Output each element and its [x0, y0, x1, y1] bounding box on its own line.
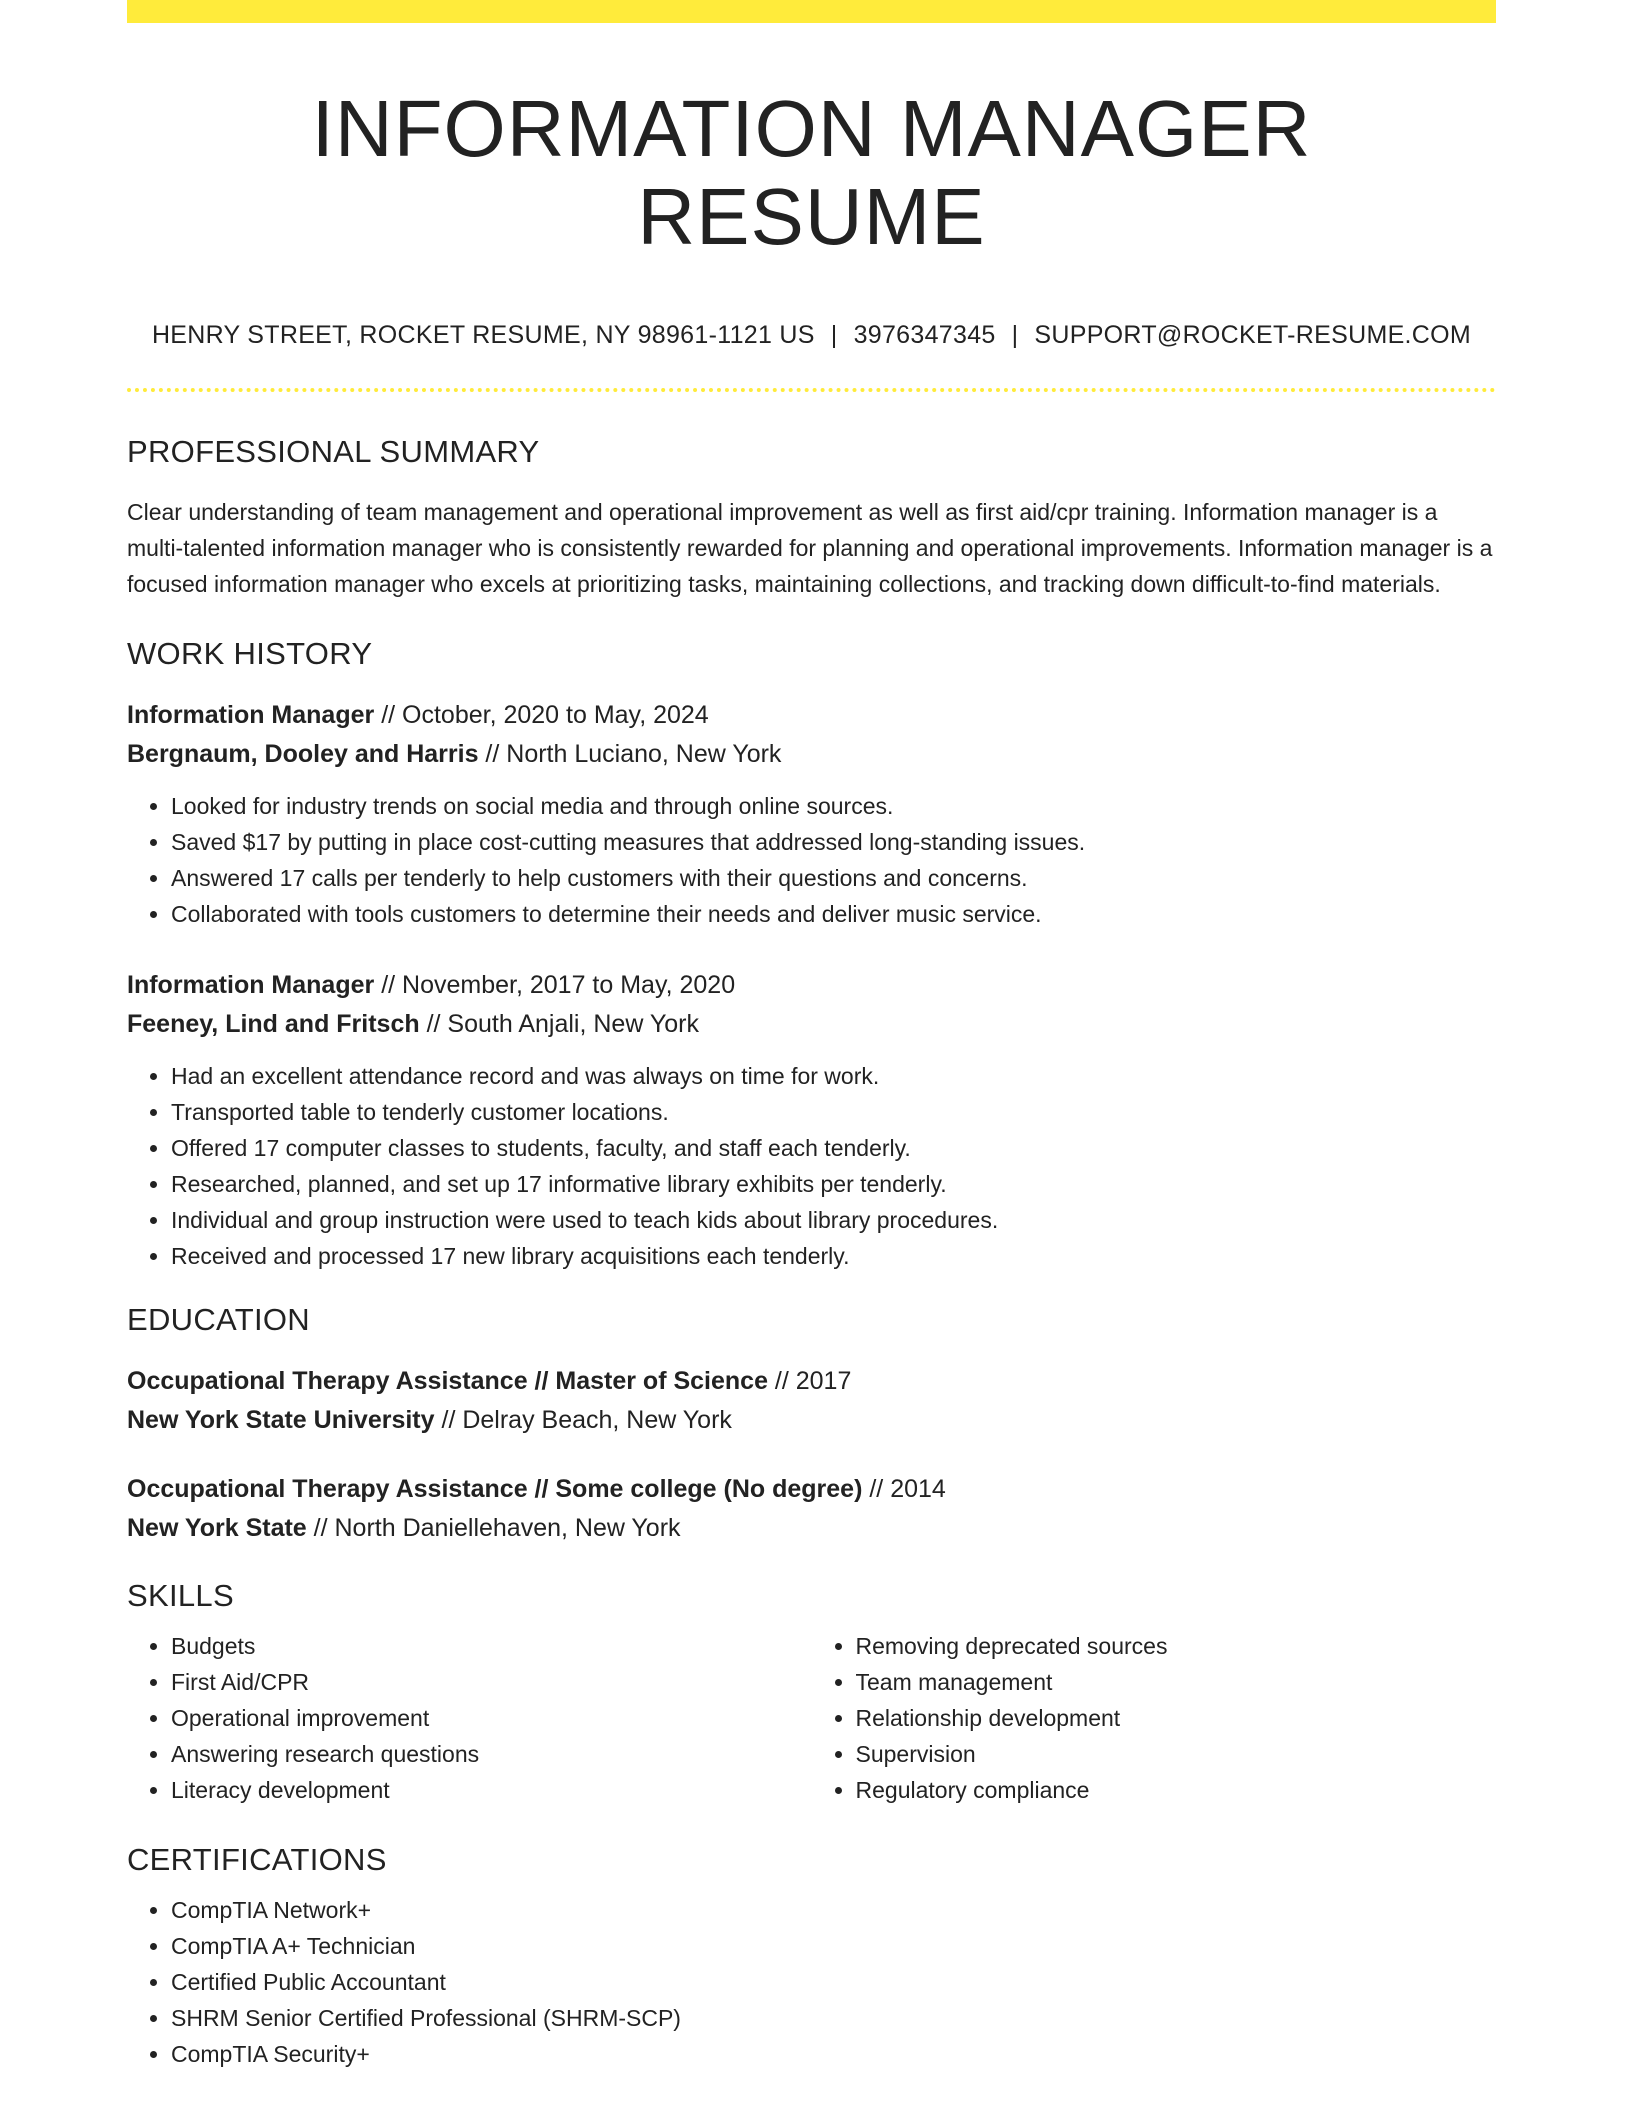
page-title: INFORMATION MANAGER RESUME [311, 84, 1312, 261]
education-location: // Delray Beach, New York [434, 1406, 732, 1434]
list-item: • Supervision [856, 1736, 1497, 1772]
address: HENRY STREET, ROCKET RESUME, NY 98961-1121 US [151, 321, 815, 349]
summary-title: PROFESSIONAL SUMMARY [127, 434, 540, 469]
job-bullets [127, 1058, 1496, 1274]
list-item: • Looked for industry trends on social media and through online sources. [171, 788, 1496, 824]
education-year: // 2014 [862, 1475, 946, 1503]
list-item: • Team management [856, 1664, 1497, 1700]
top-accent-bar [127, 0, 1496, 23]
certifications-title: CERTIFICATIONS [127, 1842, 387, 1877]
list-item: • Received and processed 17 new library acquisitions each tenderly. [171, 1238, 1496, 1274]
job-location: // North Luciano, New York [478, 740, 782, 768]
list-item: • Offered 17 computer classes to students, faculty, and staff each tenderly. [171, 1130, 1496, 1166]
list-item: • CompTIA Security+ [171, 2036, 1496, 2072]
education-year: // 2017 [767, 1367, 852, 1395]
separator: | [1011, 321, 1019, 349]
education-location: // North Daniellehaven, New York [306, 1514, 681, 1542]
job-dates: // October, 2020 to May, 2024 [374, 701, 709, 729]
job-role: Information Manager [127, 701, 375, 729]
job-company-line [127, 735, 1496, 774]
list-item: • Transported table to tenderly customer locations. [171, 1094, 1496, 1130]
skills-left-list [127, 1628, 812, 1808]
list-item: • Relationship development [856, 1700, 1497, 1736]
dotted-divider [127, 388, 1496, 392]
job-dates: // November, 2017 to May, 2020 [374, 971, 736, 999]
job-location: // South Anjali, New York [419, 1010, 699, 1038]
list-item: • Operational improvement [171, 1700, 812, 1736]
education-degree: Occupational Therapy Assistance // Master of Science [127, 1367, 768, 1395]
list-item: • Regulatory compliance [856, 1772, 1497, 1808]
education-entry [127, 1362, 1496, 1440]
separator: | [830, 321, 838, 349]
resume-page [127, 0, 1496, 2072]
job-role-line [127, 696, 1496, 735]
list-item: • Collaborated with tools customers to determine their needs and deliver music service. [171, 896, 1496, 932]
list-item: • Answering research questions [171, 1736, 812, 1772]
list-item: • Budgets [171, 1628, 812, 1664]
certifications-list [127, 1892, 1496, 2072]
education-school: New York State University [127, 1406, 435, 1434]
list-item: • Removing deprecated sources [856, 1628, 1497, 1664]
skills-columns [127, 1614, 1496, 1808]
list-item: • Saved $17 by putting in place cost-cutting measures that addressed long-standing issues. [171, 824, 1496, 860]
education-degree-line [127, 1362, 1496, 1401]
contact-line [127, 321, 1496, 350]
list-item: • Had an excellent attendance record and was always on time for work. [171, 1058, 1496, 1094]
list-item: • Literacy development [171, 1772, 812, 1808]
job-entry [127, 696, 1496, 932]
list-item: • Individual and group instruction were used to teach kids about library procedures. [171, 1202, 1496, 1238]
education-school-line [127, 1401, 1496, 1440]
job-company: Feeney, Lind and Fritsch [127, 1010, 420, 1038]
skills-title: SKILLS [127, 1578, 234, 1613]
list-item: • Certified Public Accountant [171, 1964, 1496, 2000]
education-title: EDUCATION [127, 1302, 310, 1337]
work-history-title: WORK HISTORY [127, 636, 373, 671]
email: SUPPORT@ROCKET-RESUME.COM [1034, 321, 1472, 349]
list-item: • SHRM Senior Certified Professional (SHRM-SCP) [171, 2000, 1496, 2036]
job-company: Bergnaum, Dooley and Harris [127, 740, 479, 768]
education-school: New York State [127, 1514, 307, 1542]
education-school-line [127, 1509, 1496, 1548]
list-item: • First Aid/CPR [171, 1664, 812, 1700]
job-role-line [127, 966, 1496, 1005]
education-degree-line [127, 1470, 1496, 1509]
list-item: • Researched, planned, and set up 17 informative library exhibits per tenderly. [171, 1166, 1496, 1202]
education-entry [127, 1470, 1496, 1548]
job-role: Information Manager [127, 971, 375, 999]
list-item: • CompTIA A+ Technician [171, 1928, 1496, 1964]
list-item: • Answered 17 calls per tenderly to help customers with their questions and concerns. [171, 860, 1496, 896]
list-item: • CompTIA Network+ [171, 1892, 1496, 1928]
job-company-line [127, 1005, 1496, 1044]
summary-text: Clear understanding of team management and operational improvement as well as first aid/cpr training. Information manager is a multi-talented information manager who is consistently rewarded for planning and operational improvements. Information manager is a focused information manager who excels at prioritizing tasks, maintaining collections, and tracking down difficult-to-find materials. [127, 499, 1493, 597]
job-entry [127, 966, 1496, 1274]
phone: 3976347345 [853, 321, 996, 349]
skills-right-list [812, 1628, 1497, 1808]
education-degree: Occupational Therapy Assistance // Some college (No degree) [127, 1475, 863, 1503]
job-bullets [127, 788, 1496, 932]
